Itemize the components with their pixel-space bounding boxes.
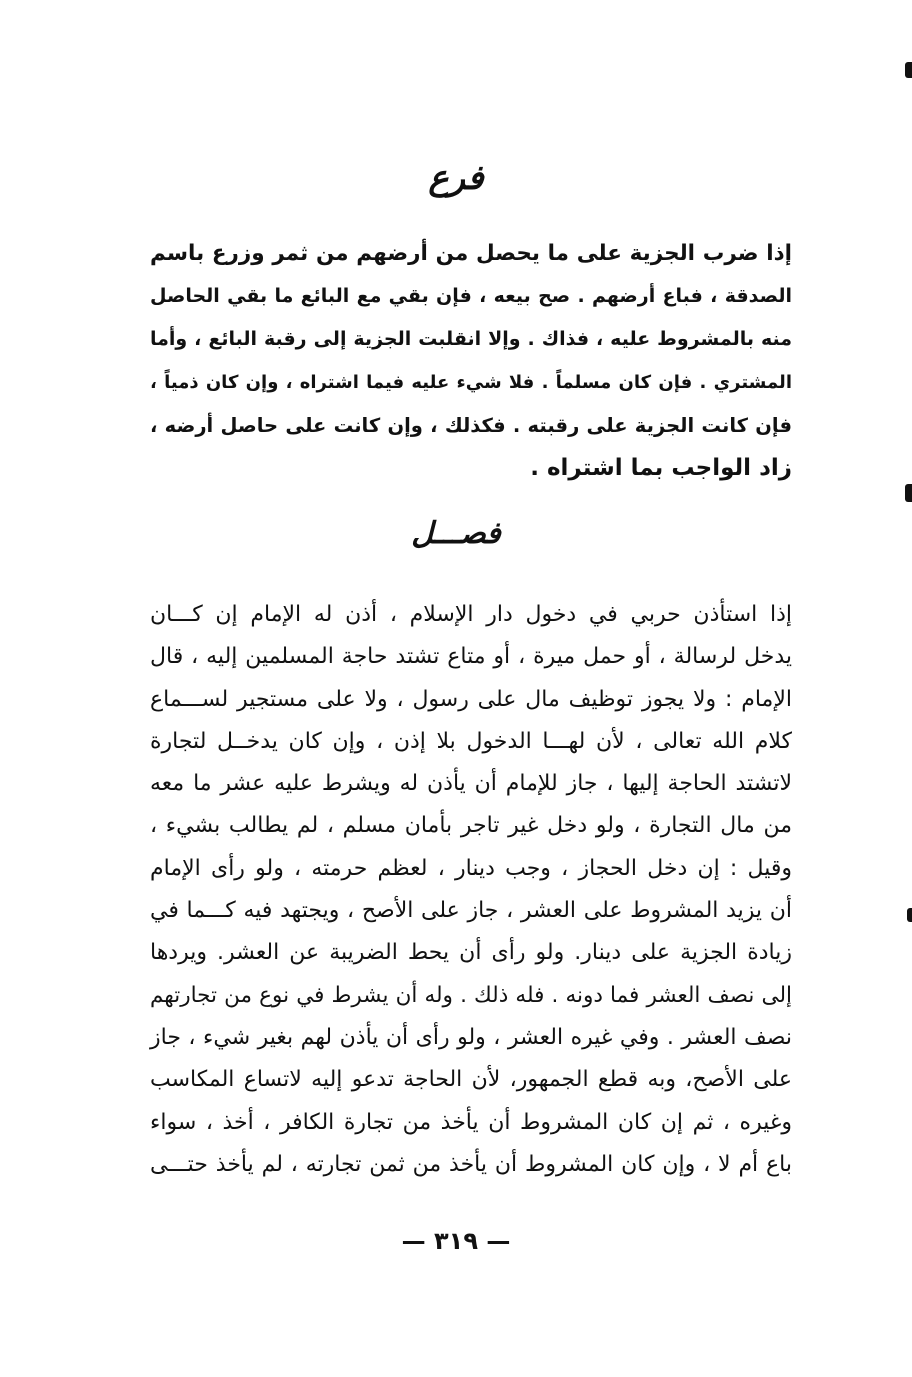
margin-mark	[907, 908, 912, 922]
branch-paragraph	[150, 232, 792, 490]
text-line: يدخل لرسالة ، أو حمل ميرة ، أو متاع تشتد حاجة المسلمين إليه ، قال	[150, 644, 792, 670]
section-heading: فصـــل	[411, 516, 501, 551]
text-line: وقيل : إن دخل الحجاز ، وجب دينار ، لعظم حرمته ، ولو رأى الإمام	[150, 855, 792, 881]
text-line: إذا ضرب الجزية على ما يحصل من أرضهم من ثمر وزرع باسم	[150, 241, 792, 266]
text-line: لاتشتد الحاجة إليها ، جاز للإمام أن يأذن له ويشرط عليه عشر ما معه	[150, 771, 792, 797]
text-line: فإن كانت الجزية على رقبته . فكذلك ، وإن كانت على حاصل أرضه ،	[150, 414, 792, 437]
branch-heading: فرع	[428, 158, 484, 198]
text-line: باع أم لا ، وإن كان المشروط أن يأخذ من ثمن تجارته ، لم يأخذ حتـــى	[150, 1151, 792, 1177]
margin-mark	[905, 484, 912, 502]
text-line: نصف العشر . وفي غيره العشر ، ولو رأى أن يأذن لهم بغير شيء ، جاز	[150, 1024, 792, 1050]
text-line: زاد الواجب بما اشتراه .	[530, 455, 792, 481]
text-line: الصدقة ، فباع أرضهم . صح بيعه ، فإن بقي مع البائع ما بقي الحاصل	[150, 285, 792, 307]
text-line: وغيره ، ثم إن كان المشروط أن يأخذ من تجارة الكافر ، أخذ ، سواء	[150, 1109, 792, 1135]
text-line: أن يزيد المشروط على العشر ، جاز على الأصح ، ويجتهد فيه كـــما في	[150, 898, 792, 924]
text-line: الإمام : ولا يجوز توظيف مال على رسول ، ولا على مستجير لســـماع	[150, 686, 792, 712]
page-number: — ٣١٩ —	[401, 1227, 511, 1255]
text-line: إلى نصف العشر فما دونه . فله ذلك . وله أن يشرط في نوع من تجارتهم	[150, 982, 792, 1008]
text-line: كلام الله تعالى ، لأن لهـــا الدخول بلا إذن ، وإن كان يدخــل لتجارة	[150, 728, 792, 754]
text-line: من مال التجارة ، ولو دخل غير تاجر بأمان مسلم ، لم يطالب بشيء ،	[150, 813, 792, 839]
margin-mark	[905, 62, 912, 78]
text-line: إذا استأذن حربي في دخول دار الإسلام ، أذن له الإمام إن كـــان	[150, 602, 792, 627]
text-line: على الأصح، وبه قطع الجمهور، لأن الحاجة تدعو إليه لاتساع المكاسب	[150, 1067, 792, 1093]
text-line: المشتري . فإن كان مسلماً . فلا شيء عليه فيما اشتراه ، وإن كان ذمياً ،	[150, 372, 792, 393]
text-line: زيادة الجزية على دينار. ولو رأى أن يحط الضريبة عن العشر. ويردها	[150, 940, 792, 966]
text-line: منه بالمشروط عليه ، فذاك . وإلا انقلبت الجزية إلى رقبة البائع ، وأما	[150, 328, 792, 350]
section-paragraph	[150, 594, 792, 1186]
